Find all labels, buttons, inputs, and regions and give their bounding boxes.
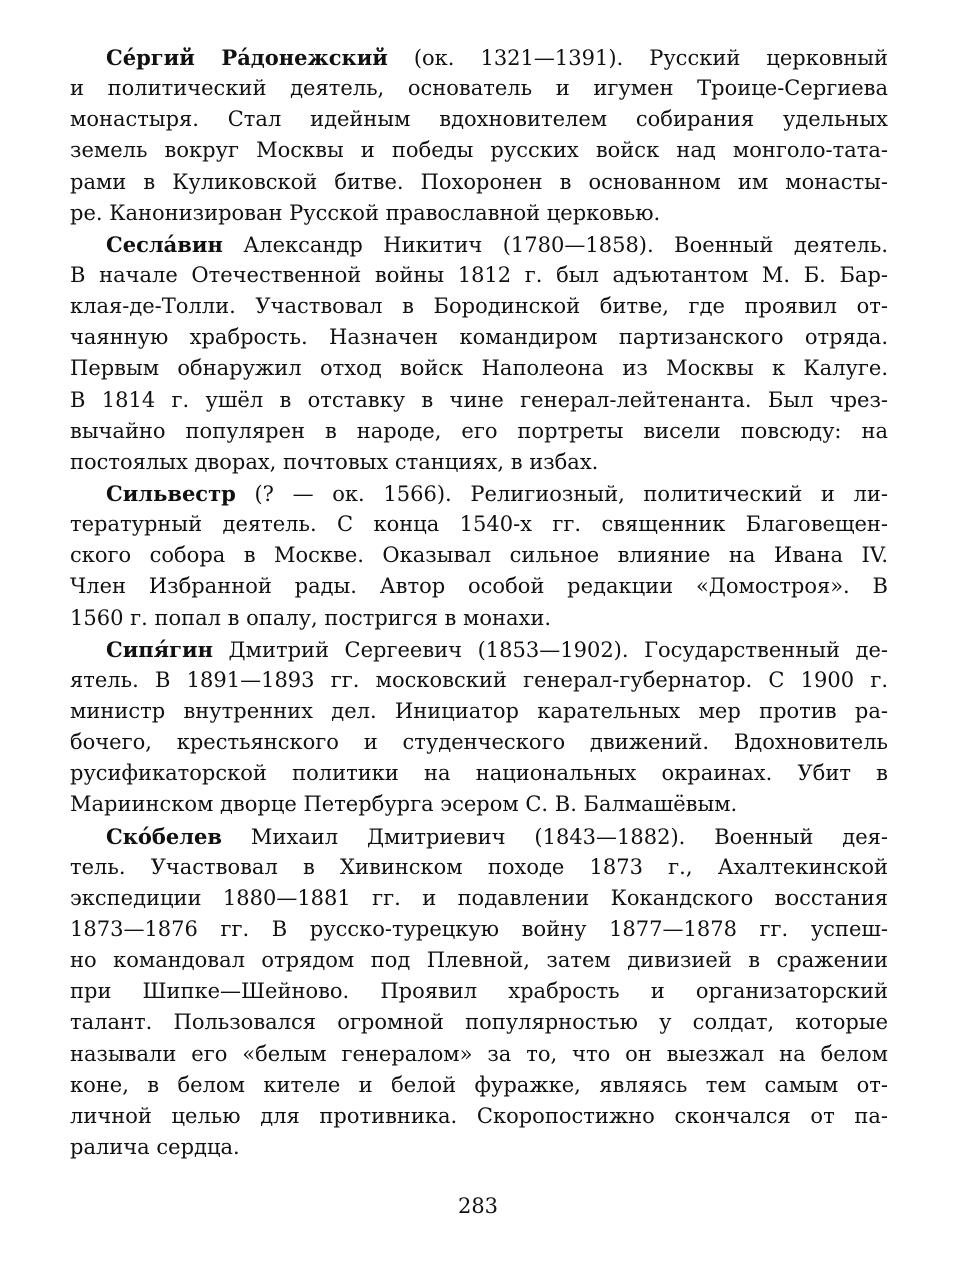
entry-line: бочего, крестьянского и студенческого движений. Вдохновитель [70, 730, 888, 755]
entry-first-line [70, 42, 888, 73]
entry-skobelev [70, 821, 888, 1164]
entry-line: Мариинском дворце Петербурга эсером С. В. Балмашёвым. [70, 792, 738, 817]
entry-first-line [70, 821, 888, 852]
entry-line: В 1814 г. ушёл в отставку в чине генерал-лейтенанта. Был чрез- [70, 387, 888, 412]
entry-line: 1560 г. попал в опалу, постригся в монахи. [70, 605, 552, 630]
entry-line: экспедиции 1880—1881 гг. и подавлении Кокандского восстания [70, 885, 888, 910]
entry-line: ятель. В 1891—1893 гг. московский генерал-губернатор. С 1900 г. [70, 667, 888, 692]
entry-line: при Шипке—Шейново. Проявил храбрость и организаторский [70, 979, 888, 1004]
entry-name: Се́ргий Ра́донежский [106, 45, 388, 70]
document-page [70, 42, 888, 1163]
entry-line: ского собора в Москве. Оказывал сильное влияние на Ивана IV. [70, 543, 888, 568]
entry-text: Михаил Дмитриевич (1843—1882). Военный дея- [222, 824, 888, 849]
entry-text: Дмитрий Сергеевич (1853—1902). Государственный де- [213, 637, 888, 662]
entry-line: Член Избранной рады. Автор особой редакции «Домостроя». В [70, 574, 888, 599]
entry-sergiy-radonezhsky [70, 42, 888, 229]
entry-line: и политический деятель, основатель и игумен Троице-Сергиева [70, 76, 888, 101]
entry-text: Александр Никитич (1780—1858). Военный деятель. [222, 232, 888, 257]
entry-line: русификаторской политики на национальных окраинах. Убит в [70, 761, 888, 786]
entry-first-line [70, 229, 888, 260]
entry-line: земель вокруг Москвы и победы русских войск над монголо-тата- [70, 138, 888, 163]
entry-name: Сесла́вин [106, 231, 223, 257]
entry-text: (ок. 1321—1391). Русский церковный [387, 46, 888, 70]
entry-silvestr [70, 478, 888, 634]
entry-line: тературный деятель. С конца 1540-х гг. священник Благовещен- [70, 512, 888, 537]
entry-first-line [70, 478, 888, 509]
entry-line: тель. Участвовал в Хивинском походе 1873 г., Ахалтекинской [70, 854, 888, 879]
entry-line: коне, в белом кителе и белой фуражке, являясь тем самым от- [70, 1072, 888, 1097]
entry-line: клая-де-Толли. Участвовал в Бородинской битве, где проявил от- [70, 294, 888, 319]
entry-line: но командовал отрядом под Плевной, затем дивизией в сражении [70, 948, 888, 973]
entry-line: личной целью для противника. Скоропостижно скончался от па- [70, 1103, 888, 1128]
entry-line: чаянную храбрость. Назначен командиром партизанского отряда. [70, 325, 888, 350]
entry-sipyagin [70, 634, 888, 821]
entry-line: вычайно популярен в народе, его портреты висели повсюду: на [70, 418, 888, 443]
page-number: 283 [457, 1194, 499, 1218]
entry-line: Первым обнаружил отход войск Наполеона из Москвы к Калуге. [70, 356, 888, 381]
entry-line: талант. Пользовался огромной популярностью у солдат, которые [70, 1010, 888, 1035]
entry-line: ралича сердца. [70, 1134, 240, 1159]
entry-name: Сипя́гин [106, 636, 213, 662]
entry-line: постоялых дворах, почтовых станциях, в избах. [70, 449, 599, 474]
entry-line: ре. Канонизирован Русской православной церковью. [70, 200, 661, 225]
entry-first-line [70, 634, 888, 665]
entry-line: называли его «белым генералом» за то, что он выезжал на белом [70, 1041, 888, 1066]
entry-text: (? — ок. 1566). Религиозный, политический и ли- [235, 481, 888, 506]
entry-line: В начале Отечественной войны 1812 г. был адъютантом М. Б. Бар- [70, 262, 888, 287]
entry-name: Ско́белев [106, 823, 223, 849]
entry-line: монастыря. Стал идейным вдохновителем собирания удельных [70, 107, 888, 132]
entry-line: 1873—1876 гг. В русско-турецкую войну 1877—1878 гг. успеш- [70, 916, 888, 941]
entry-line: рами в Куликовской битве. Похоронен в основанном им монасты- [70, 169, 888, 194]
entry-line: министр внутренних дел. Инициатор карательных мер против ра- [70, 698, 888, 723]
entry-name: Сильвестр [106, 480, 236, 506]
entry-seslavin [70, 229, 888, 478]
